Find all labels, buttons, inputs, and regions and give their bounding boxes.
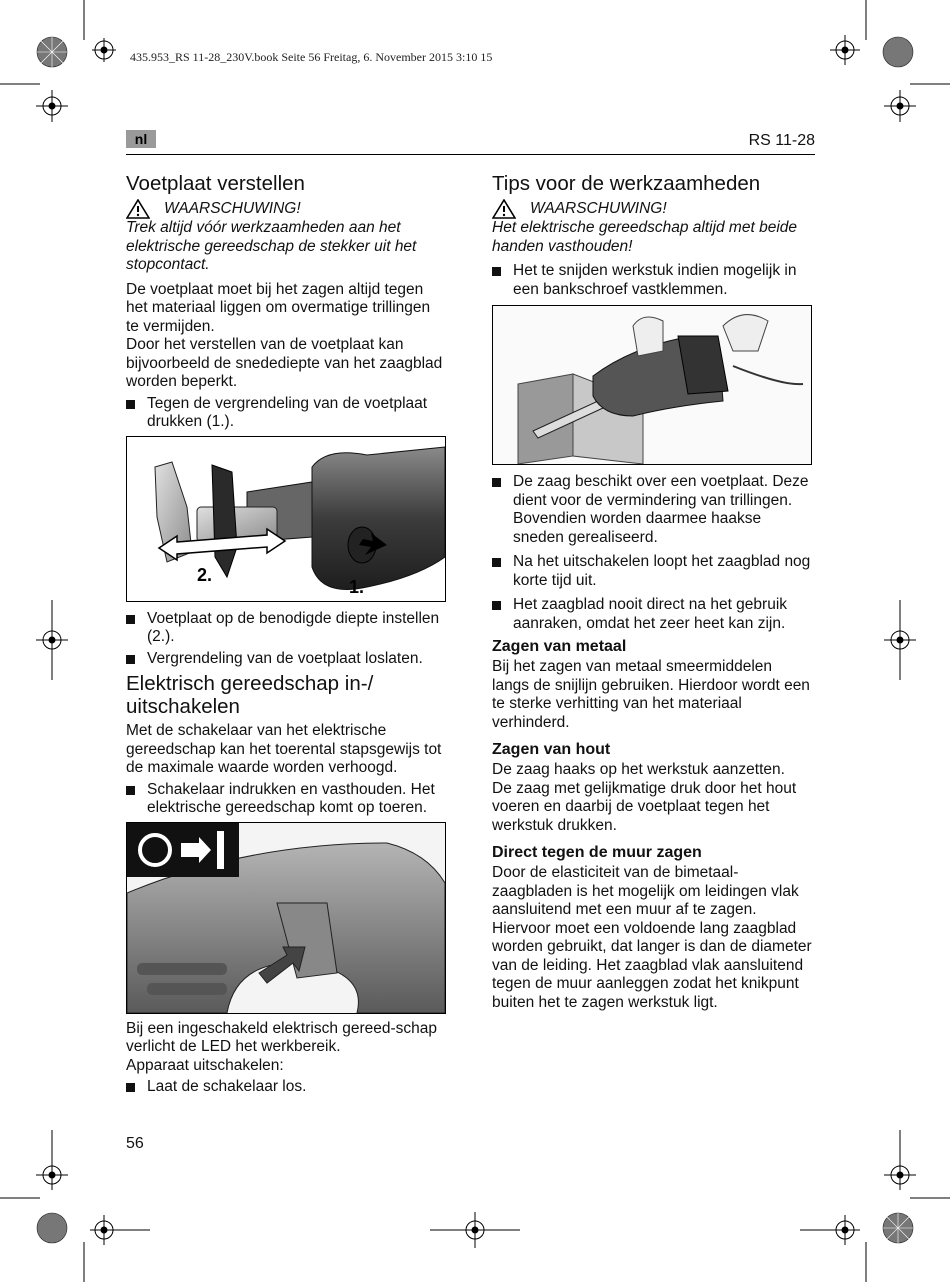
header-rule — [126, 154, 815, 155]
warning-label: WAARSCHUWING! — [164, 199, 301, 217]
bullet-list — [126, 610, 446, 669]
list-item: Voetplaat op de benodigde diepte instellen (2.). — [126, 610, 446, 647]
bullet-list — [126, 395, 446, 432]
saw-footplate-illustration — [127, 437, 445, 601]
switch-figure — [126, 822, 446, 1014]
right-column — [492, 172, 812, 1012]
warning-text: Het elektrische gereedschap altijd met beide handen vasthouden! — [492, 219, 798, 255]
subheading-wall: Direct tegen de muur zagen — [492, 844, 702, 861]
list-item: Na het uitschakelen loopt het zaagblad nog korte tijd uit. — [492, 553, 812, 590]
saw-in-vise-illustration — [493, 306, 811, 464]
model-name: RS 11-28 — [748, 132, 815, 149]
print-header: 435.953_RS 11-28_230V.book Seite 56 Freitag, 6. November 2015 3:10 15 — [130, 50, 493, 64]
warning-icon — [492, 199, 516, 219]
subheading-metal: Zagen van metaal — [492, 638, 627, 655]
paragraph: De zaag haaks op het werkstuk aanzetten. — [492, 761, 785, 778]
bullet-list — [126, 781, 446, 818]
section-title-footplate: Voetplaat verstellen — [126, 172, 305, 195]
figure-label-1: 1. — [349, 576, 365, 597]
paragraph: Met de schakelaar van het elektrische gereedschap kan het toerental stapsgewijs tot de maximale waarde worden verhoogd. — [126, 722, 442, 776]
warning-text: Trek altijd vóór werkzaamheden aan het elektrische gereedschap de stekker uit het stopcontact. — [126, 219, 417, 273]
warning-row — [126, 199, 446, 219]
vise-figure — [492, 305, 812, 465]
page-number: 56 — [126, 1135, 144, 1152]
figure-label-2: 2. — [197, 564, 213, 585]
warning-label: WAARSCHUWING! — [530, 199, 667, 217]
section-title-switch: Elektrisch gereedschap in-/ uitschakelen — [126, 672, 374, 718]
bullet-list — [492, 473, 812, 633]
footplate-figure — [126, 436, 446, 602]
left-column — [126, 172, 446, 1100]
list-item: Schakelaar indrukken en vasthouden. Het elektrische gereedschap komt op toeren. — [126, 781, 446, 818]
paragraph: Door het verstellen van de voetplaat kan bijvoorbeeld de snedediepte van het zaagblad worden beperkt. — [126, 336, 443, 390]
list-item: Laat de schakelaar los. — [126, 1078, 446, 1097]
paragraph: Bij het zagen van metaal smeermiddelen langs de snijlijn gebruiken. Hierdoor wordt een te sterke verhitting van het materiaal verhinderd. — [492, 658, 810, 731]
paragraph: Door de elasticiteit van de bimetaal-zaagbladen is het mogelijk om leidingen vlak aansluitend met een muur af te zagen. — [492, 864, 799, 918]
warning-row — [492, 199, 812, 219]
paragraph: Bij een ingeschakeld elektrisch gereed-schap verlicht de LED het werkbereik. — [126, 1019, 438, 1055]
paragraph: De zaag met gelijkmatige druk door het hout voeren en daarbij de voetplaat tegen het werkstuk drukken. — [492, 779, 797, 834]
list-item: Het zaagblad nooit direct na het gebruik aanraken, omdat het zeer heet kan zijn. — [492, 596, 812, 633]
subheading-wood: Zagen van hout — [492, 741, 611, 758]
section-title-tips: Tips voor de werkzaamheden — [492, 172, 761, 195]
bullet-list — [492, 262, 812, 299]
saw-switch-illustration — [127, 823, 445, 1013]
list-item: Het te snijden werkstuk indien mogelijk in een bankschroef vastklemmen. — [492, 262, 812, 299]
list-item: De zaag beschikt over een voetplaat. Deze dient voor de vermindering van trillingen. Bovendien worden daarmee haakse sneden gerealiseerd. — [492, 473, 812, 547]
language-tab: nl — [126, 130, 156, 148]
list-item: Tegen de vergrendeling van de voetplaat drukken (1.). — [126, 395, 446, 432]
paragraph: Apparaat uitschakelen: — [126, 1056, 284, 1074]
bullet-list — [126, 1078, 446, 1097]
warning-icon — [126, 199, 150, 219]
list-item: Vergrendeling van de voetplaat loslaten. — [126, 650, 446, 669]
paragraph: Hiervoor moet een voldoende lang zaagblad worden gebruikt, dat langer is dan de diameter van de leiding. Het zaagblad vlak aansluitend tegen de muur aanleggen zodat het knikpunt buiten het te zagen werkstuk ligt. — [492, 919, 812, 1011]
paragraph: De voetplaat moet bij het zagen altijd tegen het materiaal liggen om overmatige trillingen te vermijden. — [126, 280, 431, 335]
